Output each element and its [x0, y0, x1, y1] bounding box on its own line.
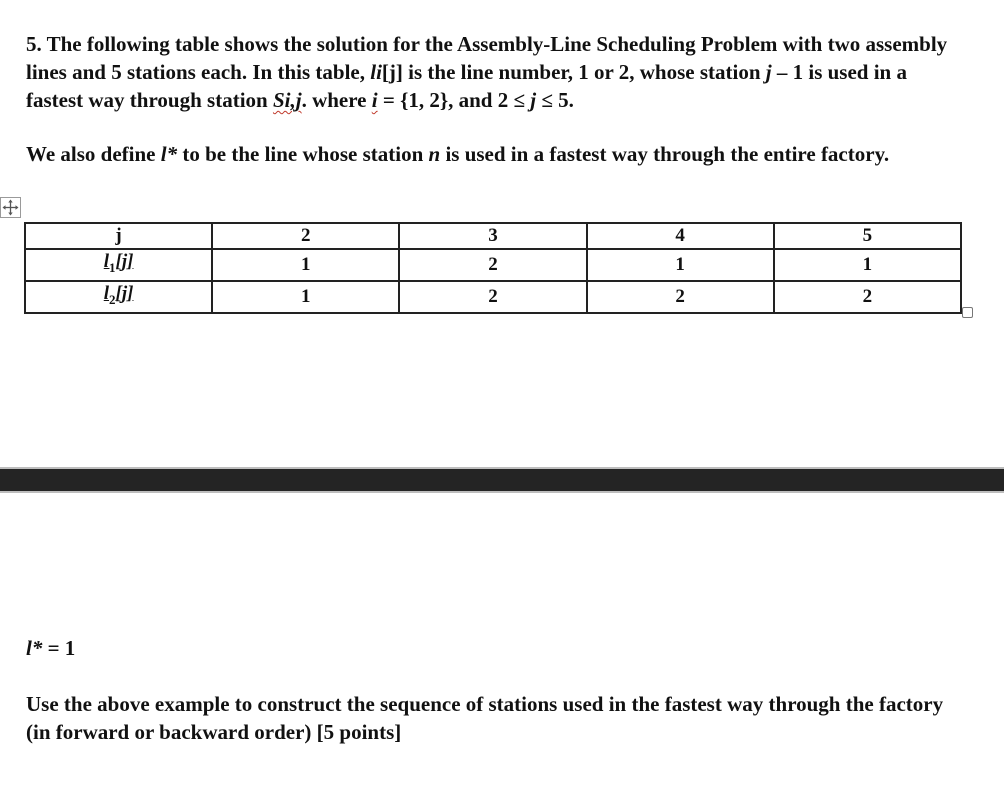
move-arrows-icon: [1, 198, 20, 217]
header-cell: 3: [399, 223, 586, 249]
question-text: is the line number, 1 or 2, whose station: [402, 60, 766, 84]
table-cell: 1: [212, 281, 399, 313]
header-cell: 2: [212, 223, 399, 249]
definition-text: We also define: [26, 142, 161, 166]
question-text: ≤ 5.: [536, 88, 574, 112]
question-text: – 1 is used in a fastest way through station: [26, 60, 907, 112]
row-label-index: [j]: [115, 282, 134, 304]
row-label-sub: 1: [109, 259, 116, 275]
li-bracket: [j]: [381, 60, 403, 84]
question-paragraph: [26, 30, 966, 114]
j-variable: j: [765, 60, 772, 84]
row-label-cell: [25, 249, 212, 281]
table-cell: 2: [399, 281, 586, 313]
header-j: j: [115, 225, 122, 246]
header-cell: 4: [587, 223, 774, 249]
table-row: [25, 249, 961, 281]
table-header-row: [25, 223, 961, 249]
table-cell: 2: [587, 281, 774, 313]
question-text: = {1, 2}, and 2 ≤: [377, 88, 531, 112]
table-move-handle[interactable]: [0, 197, 21, 218]
lstar-answer: [26, 634, 75, 662]
definition-text: is used in a fastest way through the entire factory.: [440, 142, 890, 166]
table-cell: 2: [399, 249, 586, 281]
task-paragraph: Use the above example to construct the sequence of stations used in the fastest way through the factory (in forward or backward order) [5 points]: [26, 692, 944, 744]
row-label-cell: [25, 281, 212, 313]
page-break-bar: [0, 467, 1004, 493]
table-cell: 2: [774, 281, 961, 313]
row-label-sub: 2: [109, 291, 116, 307]
definition-paragraph: [26, 140, 966, 168]
table-cell: 1: [587, 249, 774, 281]
row-label-index: [j]: [115, 251, 134, 272]
document-page-lower: [0, 493, 1004, 808]
table-resize-icon[interactable]: [962, 307, 973, 318]
table-cell: 1: [774, 249, 961, 281]
question-text: The following table shows the solution for the Assembly-Line Scheduling Problem with two assembly lines and 5 stations each. In this table,: [26, 32, 948, 84]
table-row: [25, 281, 961, 313]
lstar-value: = 1: [42, 636, 76, 660]
question-text: . where: [301, 88, 372, 112]
assembly-line-table: [24, 222, 962, 314]
table-cell: 1: [212, 249, 399, 281]
n-variable: n: [428, 142, 441, 166]
i-variable: i: [371, 88, 378, 112]
j-variable: j: [530, 88, 537, 112]
lstar-label: l*: [26, 636, 43, 660]
question-number: 5.: [26, 32, 42, 56]
definition-text: to be the line whose station: [177, 142, 429, 166]
row-label-var: l: [103, 251, 110, 272]
station-sij: Si,j: [272, 88, 302, 112]
li-variable: li: [370, 60, 382, 84]
header-cell: 5: [774, 223, 961, 249]
lstar-variable: l*: [160, 142, 178, 166]
row-label-var: l: [103, 282, 110, 304]
header-label-cell: [25, 223, 212, 249]
